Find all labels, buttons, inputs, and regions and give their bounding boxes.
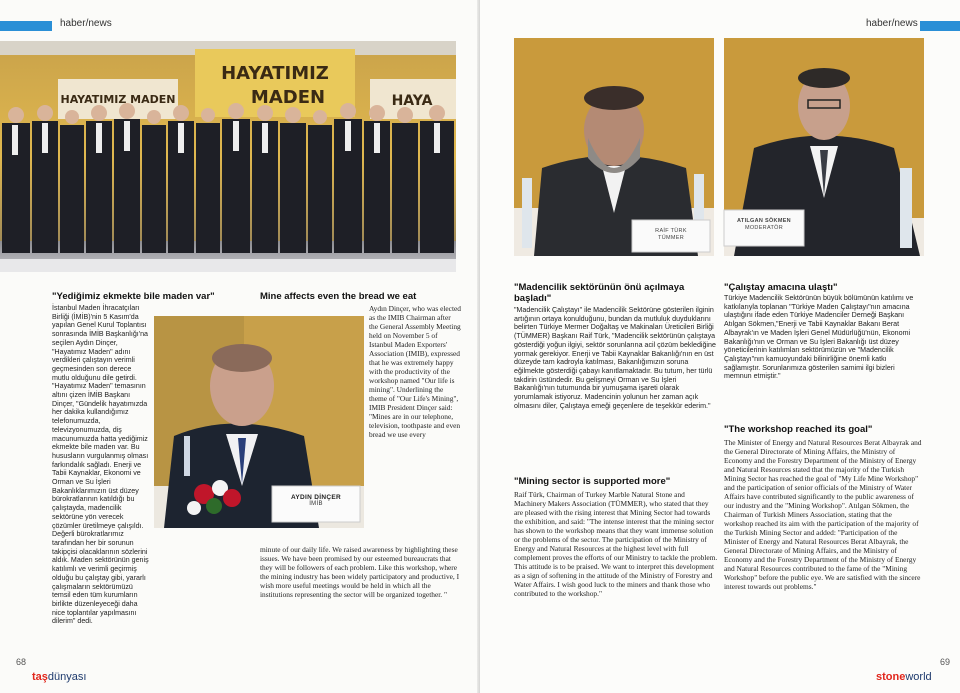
plate-atilgan-sokmen-name: ATILGAN SÖKMEN: [737, 218, 791, 224]
plate-atilgan-sokmen: [724, 218, 804, 232]
brand-tasdunyasi-part2: dünyası: [47, 671, 87, 683]
tr-body-col-left: [52, 304, 150, 626]
col1-en-body: Raif Türk, Chairman of Turkey Marble Natural Stone and Machinery Makers Association (TÜMMER), who stated that they are pleased with the rising interest that Mining Sector had towards the exhibition, and said: "The intense interest that the mining sector has shown to the workshop means that they want immense solution or the problems of the sector. The participation of the Ministry of Energy and Natural Resources at the highest level with full complement proves the efforts of our Ministry to tackle the problem. This attitude is to be praised. We want to interpret this development as a sign of softening in the attitude of the Ministry of Forestry and Water Affairs. I wish good luck to the miners and thank those who contributed to the workshop.": [514, 490, 718, 598]
section-label-right: haber/news: [866, 18, 918, 29]
banner-text-right: HAYA: [391, 93, 433, 109]
section-label-left: haber/news: [60, 18, 112, 29]
banner-text-main: HAYATIMIZ: [221, 63, 329, 84]
col1-tr-body: "Madencilik Çalıştayı" ile Madencilik Sektörüne gösterilen ilginin artığının ortaya konulduğunu, bundan da mutluluk duyduklarını belirten Türkiye Mermer Doğaltaş ve Makinaları Üreticileri Birliği (TÜMMER) Başkanı Raif Türk, "Madencilik sektörünün çalıştaya gösterdiği yoğun ilgiyi, sektör sorunlarına acil çözüm beklediğine yormak gerekiyor. Enerji ve Tabii Kaynaklar Bakanlığı'nın en üst düzeyde tam kadroyla katılması, Bakanlığımızın soruna eğilmekte gösterdiği çabayı kanıtlamaktadır. Bu tutum, her türlü takdirin üstündedir. Bu gelişmeyi Orman ve Su İşleri Bakanlığı'nın tutumunda bir yumuşama işareti olarak yorumlamak istiyoruz. Madencinin yolunun her zaman açık olmasını diler, Çalıştaya emeği geçenlere de teşekkür ederim.": [514, 306, 716, 410]
brand-tasdunyasi-part1: taş: [32, 671, 48, 683]
col1-en-heading: "Mining sector is supported more": [514, 476, 671, 487]
page-number-right: 69: [940, 657, 951, 667]
portrait-plate-org: İMİB: [309, 501, 323, 507]
col2-tr-heading: "Çalıştay amacına ulaştı": [724, 282, 838, 293]
photo-atilgan-sokmen: [724, 38, 924, 256]
header-accent-bar-left: [0, 21, 52, 31]
right-page: [480, 0, 960, 693]
plate-raif-turk-org: TÜMMER: [658, 235, 684, 241]
en-body-continued: minute of our daily life. We raised awareness by highlighting these issues. We have been promised by our esteemed bureaucrats that they will be followers of each problem. Like this workshop, where the mining industry has been widely participatory and productive, I wish more useful meetings would be held in which all the institutions representing the sector will be organized together. ": [260, 545, 460, 599]
banner-text-sub: MADEN: [250, 87, 326, 108]
plate-raif-turk-name: RAİF TÜRK: [655, 228, 687, 234]
brand-stoneworld: [876, 671, 932, 683]
plate-atilgan-sokmen-role: MODERATÖR: [744, 225, 784, 231]
plate-raif-turk: [632, 228, 710, 242]
banner-text-left: HAYATIMIZ MADEN: [60, 93, 176, 106]
brand-stoneworld-part2: world: [905, 671, 932, 683]
brand-tasdunyasi: [32, 671, 86, 683]
col2-en-body: The Minister of Energy and Natural Resources Berat Albayrak and the General Directorate of Mining Affairs, the Ministry of Economy and the Forestry Department of the Ministry of Energy and Natural Resources stated that the majority of the Turkish Mining Sector has reached the goal of "My Life Mine Workshop" and the participation of senior officials of the Ministry of Water Affairs have contributed significantly to the public awareness of our industry and the "Mining Workshop". Atılgan Sökmen, the Chairman of Turkish Miners Association, stating that the workshop reached its aim with the participation of the majority of the Turkish Mining Sector and added: "Participation of the Minister of Energy and Natural Resources Berat Albayrak, the General Directorate of Mining Affairs, and the Ministry of Economy and the Forestry Department of the Ministry of Energy and Natural Resources contributed to the fame of the "Mining Workshop" before the public eye. We are satisfied with the sincere interest towards out problems.": [724, 438, 922, 591]
tr-body-text: İstanbul Maden İhracatçıları Birliği (İMİB)'nin 5 Kasım'da yapılan Genel Kurul Toplantısı sonrasında İMİB Başkanlığı'na seçilen Aydın Dinçer, "Hayatımız Maden" adını verdikleri çalıştayın verimli geçmesinden son derece mutlu olduğunu dile getirdi. "Hayatımız Maden" temasının altını çizen İMİB Başkanı Dinçer, "Gündelik hayatımızda her dakika kullandığımız telefonumuzda, televizyonumuzda, diş macunumuzda hatta yediğimiz ekmekte bile maden var. Bu hususların vurgulanmış olması farkındalık sağladı. Enerji ve Tabii Kaynaklar, Ekonomi ve Orman ve Su İşleri Bakanlıklarımızın üst düzey bürokratlarının katıldığı bu çalıştayda, madencilik sektörüne yön verecek çözümler üretilmeye çalışıldı. Değerli bürokratlarımız tarafından her bir sorunun takipçisi olacaklarının sözlerini aldık. Maden sektörünün geniş katılımlı ve verimli geçirmiş olduğu bu çalıştay gibi, yararlı çalışmaların sektörümüzü temsil eden tüm kurumların birlikte düzenleyeceği daha nice toplantılar yapılmasını dilerim" dedi.: [52, 304, 149, 626]
header-accent-bar-right: [920, 21, 960, 31]
portrait-plate: [272, 494, 360, 508]
page-number-left: 68: [16, 657, 27, 667]
portrait-photo: [154, 316, 364, 528]
en-heading-left: Mine affects even the bread we eat: [260, 291, 417, 302]
col2-tr-body: Türkiye Madencilik Sektörünün büyük bölümünün katılımı ve katkılarıyla toplanan "Türkiye Maden Çalıştayı"nın amacına ulaştığını ifade eden Türkiye Madenciler Derneği Başkanı Atılgan Sökmen,"Enerji ve Tabii Kaynaklar Bakanı Berat Albayrak'ın ve Maden İşleri Genel Müdürlüğü'nün, Ekonomi Bakanlığı'nın ve Orman ve Su İşleri Bakanlığı üst düzey yöneticilerinin katılımları sektörümüzün ve "Madencilik Çalıştayı"nın kamuoyundaki bilinirliğine önemli katkı sağlamıştır. Sorunlarımıza gösterilen samimi ilgi bizleri memnun etmiştir.": [724, 294, 914, 381]
group-photo: [0, 41, 456, 272]
col1-tr-heading: "Madencilik sektörünün önü açılmaya başladı": [514, 282, 685, 304]
portrait-plate-name: AYDIN DİNÇER: [291, 494, 341, 501]
brand-stoneworld-part1: stone: [876, 671, 906, 683]
tr-heading-left: "Yediğimiz ekmekte bile maden var": [52, 291, 215, 302]
photo-raif-turk: [514, 38, 714, 256]
en-body-col: Aydın Dinçer, who was elected as the IMIB Chairman after the General Assembly Meeting held on November 5 of Istanbul Maden Exporters' Association (IMIB), expressed that he was extremely happy with the productivity of the workshop named "Our life is mining". Underlining the theme of "Our Life's Mining", IMIB President Dinçer said: "Mines are in our telephone, television, toothpaste and even bread we use every: [369, 304, 461, 439]
col2-en-heading: "The workshop reached its goal": [724, 424, 873, 435]
